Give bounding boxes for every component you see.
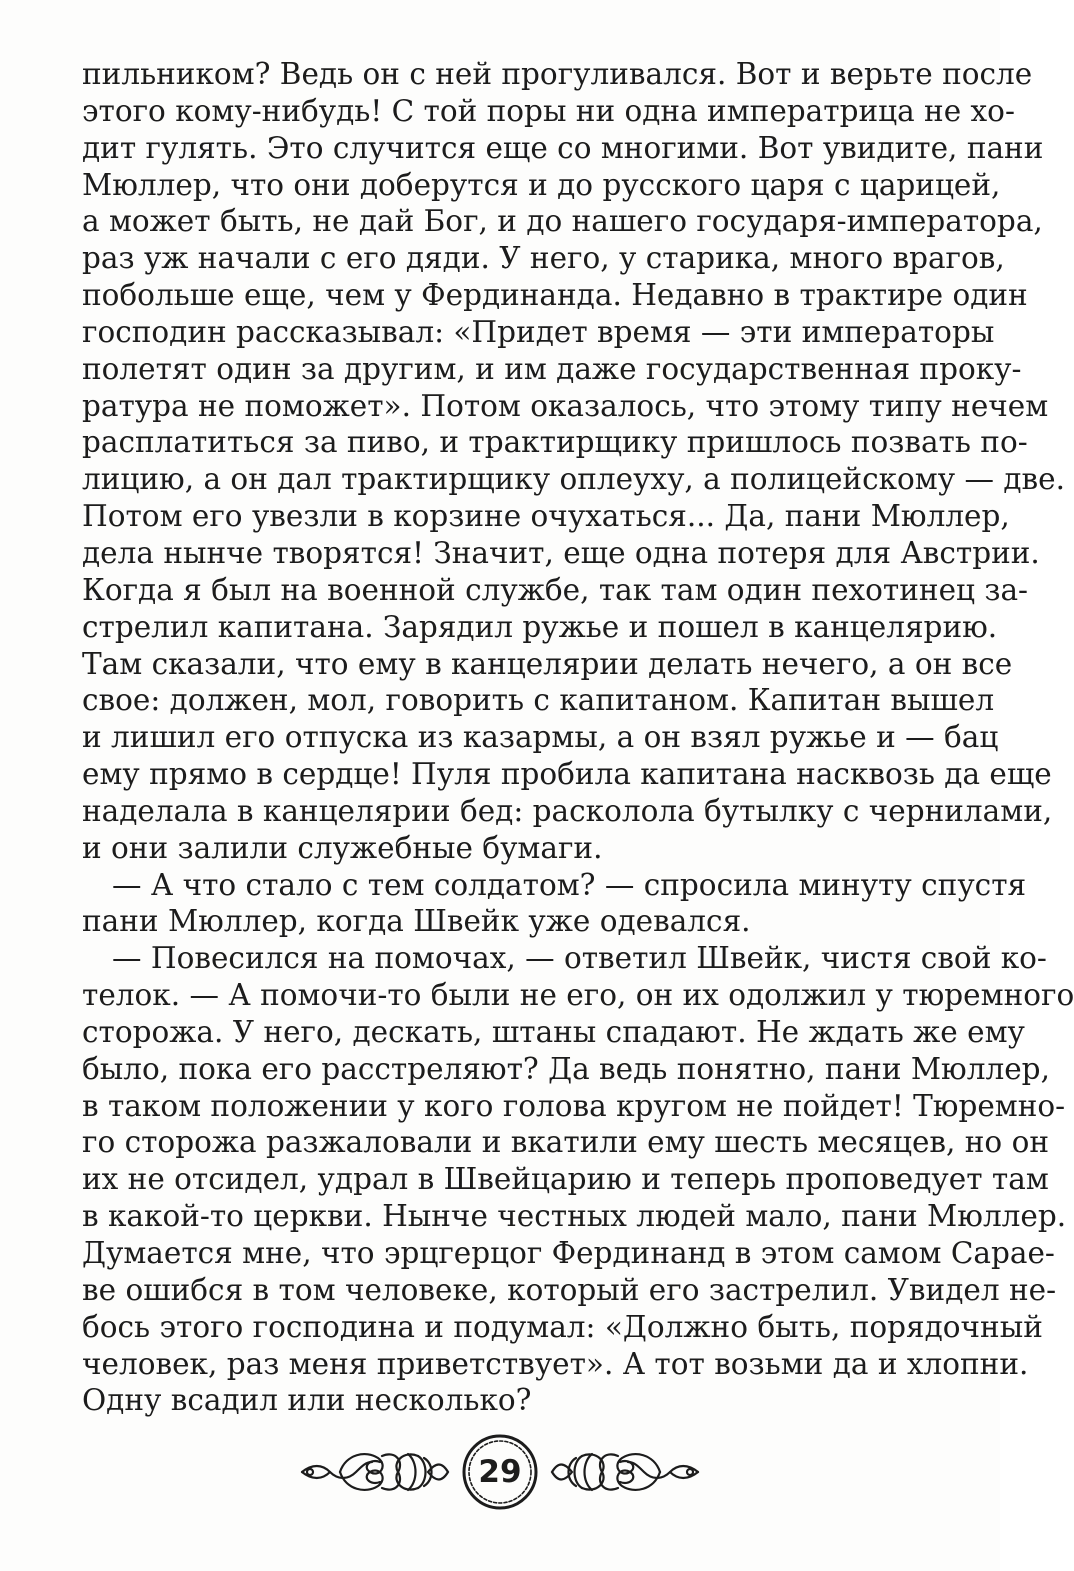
left-flourish-icon bbox=[302, 1454, 448, 1490]
text-line: Одну всадил или несколько? bbox=[82, 1383, 532, 1418]
text-line: телок. — А помочи-то были не его, он их одолжил у тюремного bbox=[82, 978, 1074, 1013]
page-number: 29 bbox=[478, 1454, 522, 1490]
text-line: и лишил его отпуска из казармы, а он взял ружье и — бац bbox=[82, 720, 999, 755]
text-line: в какой-то церкви. Нынче честных людей мало, пани Мюллер. bbox=[82, 1199, 1067, 1234]
text-line: их не отсидел, удрал в Швейцарию и теперь проповедует там bbox=[82, 1162, 1049, 1197]
text-line: го сторожа разжаловали и вкатили ему шесть месяцев, но он bbox=[82, 1125, 1049, 1160]
text-line: и они залили служебные бумаги. bbox=[82, 830, 603, 865]
text-line: этого кому-нибудь! С той поры ни одна императрица не хо- bbox=[82, 93, 1015, 128]
text-line: свое: должен, мол, говорить с капитаном. Капитан вышел bbox=[82, 683, 995, 718]
text-line: сторожа. У него, дескать, штаны спадают. Не ждать же ему bbox=[82, 1014, 1025, 1049]
text-line: Когда я был на военной службе, так там один пехотинец за- bbox=[82, 572, 1029, 607]
right-flourish-icon bbox=[552, 1454, 698, 1490]
text-line: — Повесился на помочах, — ответил Швейк, чистя свой ко- bbox=[112, 941, 1047, 976]
text-line: полетят один за другим, и им даже государственная проку- bbox=[82, 351, 1022, 386]
text-line: Думается мне, что эрцгерцог Фердинанд в этом самом Сарае- bbox=[82, 1236, 1055, 1270]
text-line: побольше еще, чем у Фердинанда. Недавно в трактире один bbox=[82, 278, 1028, 313]
body-text bbox=[82, 56, 1074, 1419]
text-line: ратура не поможет». Потом оказалось, что этому типу нечем bbox=[82, 388, 1049, 423]
text-line: Мюллер, что они доберутся и до русского царя с царицей, bbox=[82, 167, 1001, 202]
text-line: дела нынче творятся! Значит, еще одна потеря для Австрии. bbox=[82, 535, 1040, 570]
page-folio bbox=[300, 1432, 700, 1512]
text-line: раз уж начали с его дяди. У него, у старика, много врагов, bbox=[82, 241, 1005, 276]
text-line: пани Мюллер, когда Швейк уже одевался. bbox=[82, 904, 751, 939]
text-line: наделала в канцелярии бед: расколола бутылку с чернилами, bbox=[82, 793, 1053, 828]
text-line: в таком положении у кого голова кругом не пойдет! Тюремно- bbox=[82, 1088, 1066, 1123]
text-line: Там сказали, что ему в канцелярии делать нечего, а он все bbox=[82, 646, 1013, 681]
text-line: расплатиться за пиво, и трактирщику пришлось позвать по- bbox=[82, 425, 1028, 460]
text-line: ему прямо в сердце! Пуля пробила капитана насквозь да еще bbox=[82, 757, 1052, 792]
text-line: господин рассказывал: «Придет время — эти императоры bbox=[82, 314, 995, 349]
text-line: человек, раз меня приветствует». А тот возьми да и хлопни. bbox=[82, 1346, 1029, 1381]
text-line: было, пока его расстреляют? Да ведь понятно, пани Мюллер, bbox=[82, 1051, 1050, 1086]
text-line: — А что стало с тем солдатом? — спросила минуту спустя bbox=[112, 867, 1027, 902]
text-line: дит гулять. Это случится еще со многими. Вот увидите, пани bbox=[82, 130, 1044, 165]
text-line: Потом его увезли в корзине очухаться... Да, пани Мюллер, bbox=[82, 499, 1010, 534]
text-line: стрелил капитана. Зарядил ружье и пошел в канцелярию. bbox=[82, 609, 998, 644]
text-line: ве ошибся в том человеке, который его застрелил. Увидел не- bbox=[82, 1272, 1057, 1307]
text-line: бось этого господина и подумал: «Должно быть, порядочный bbox=[82, 1309, 1043, 1344]
text-line: а может быть, не дай Бог, и до нашего государя-императора, bbox=[82, 204, 1043, 239]
text-line: лицию, а он дал трактирщику оплеуху, а полицейскому — две. bbox=[82, 462, 1065, 497]
text-line: пильником? Ведь он с ней прогуливался. Вот и верьте после bbox=[82, 57, 1033, 91]
